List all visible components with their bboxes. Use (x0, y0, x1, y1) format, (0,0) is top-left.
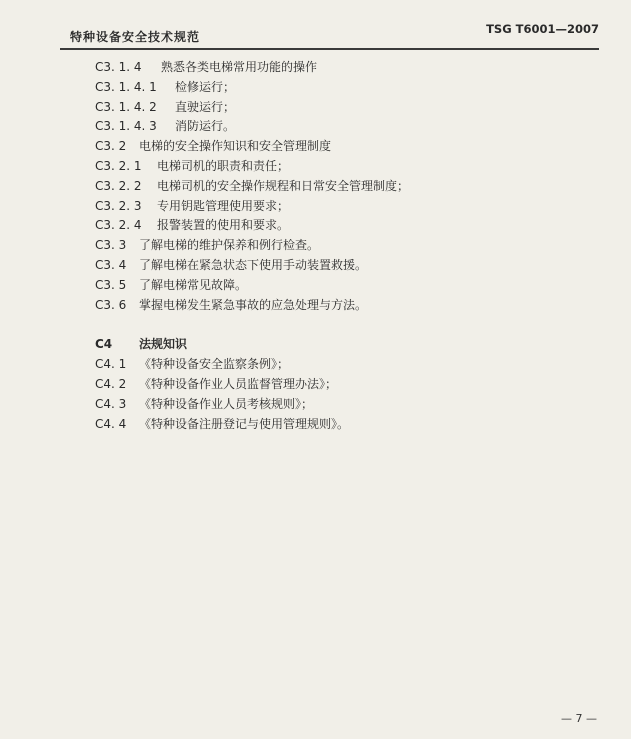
clause-line (95, 296, 601, 316)
clause-line (95, 58, 601, 78)
clause-code: C3. 1. 4. 2 (95, 99, 157, 114)
clause-line (95, 256, 601, 276)
clause-line (95, 216, 601, 236)
clause-text: 了解电梯常见故障。 (139, 277, 248, 292)
clause-line (95, 98, 601, 118)
clause-code: C3. 6 (95, 297, 127, 312)
clause-text: 直驶运行； (175, 99, 236, 114)
clause-text: 专用钥匙管理使用要求； (157, 198, 290, 213)
clause-text: 电梯司机的安全操作规程和日常安全管理制度； (157, 178, 410, 193)
clause-text: 检修运行； (175, 79, 236, 94)
header-title: 特种设备安全技术规范 (70, 30, 201, 44)
clause-list (95, 58, 601, 315)
law-line (95, 415, 601, 435)
clause-line (95, 236, 601, 256)
clause-text: 了解电梯的维护保养和例行检查。 (139, 238, 320, 253)
clause-code: C3. 1. 4. 1 (95, 79, 157, 94)
section-heading (95, 335, 601, 355)
section-code: C4 (95, 337, 113, 352)
clause-text: 《特种设备安全监察条例》； (139, 357, 290, 372)
clause-text: 报警装置的使用和要求。 (157, 218, 290, 233)
clause-code: C3. 1. 4. 3 (95, 119, 157, 134)
page-number: — 7 — (561, 712, 597, 725)
clause-code: C3. 2. 1 (95, 158, 142, 173)
clause-line (95, 137, 601, 157)
clause-text: 了解电梯在紧急状态下使用手动装置救援。 (139, 257, 368, 272)
clause-text: 《特种设备作业人员监督管理办法》； (139, 376, 338, 391)
law-line (95, 375, 601, 395)
clause-code: C3. 4 (95, 257, 127, 272)
document-body (95, 58, 601, 434)
clause-code: C3. 2. 4 (95, 218, 142, 233)
section-title: 法规知识 (139, 337, 188, 352)
law-line (95, 395, 601, 415)
law-line (95, 355, 601, 375)
clause-code: C3. 2. 2 (95, 178, 142, 193)
clause-code: C3. 5 (95, 277, 127, 292)
clause-text: 《特种设备注册登记与使用管理规则》。 (139, 416, 350, 431)
law-list (95, 355, 601, 434)
clause-text: 消防运行。 (175, 119, 236, 134)
clause-text: 电梯司机的职责和责任； (157, 158, 290, 173)
clause-code: C3. 2. 3 (95, 198, 142, 213)
clause-text: 熟悉各类电梯常用功能的操作 (161, 60, 318, 74)
clause-code: C4. 2 (95, 376, 127, 391)
clause-line (95, 78, 601, 98)
clause-text: 《特种设备作业人员考核规则》； (139, 396, 314, 411)
clause-code: C3. 3 (95, 238, 127, 253)
clause-code: C4. 4 (95, 416, 127, 431)
clause-code: C3. 1. 4 (95, 60, 142, 74)
clause-text: 电梯的安全操作知识和安全管理制度 (139, 139, 332, 154)
page-header (60, 22, 599, 50)
clause-line (95, 157, 601, 177)
clause-text: 掌握电梯发生紧急事故的应急处理与方法。 (139, 297, 368, 312)
clause-code: C4. 3 (95, 396, 127, 411)
clause-code: C4. 1 (95, 357, 127, 372)
clause-line (95, 117, 601, 137)
clause-line (95, 177, 601, 197)
header-standard-code: TSG T6001—2007 (486, 22, 599, 36)
clause-line (95, 276, 601, 296)
clause-code: C3. 2 (95, 139, 127, 154)
clause-line (95, 197, 601, 217)
